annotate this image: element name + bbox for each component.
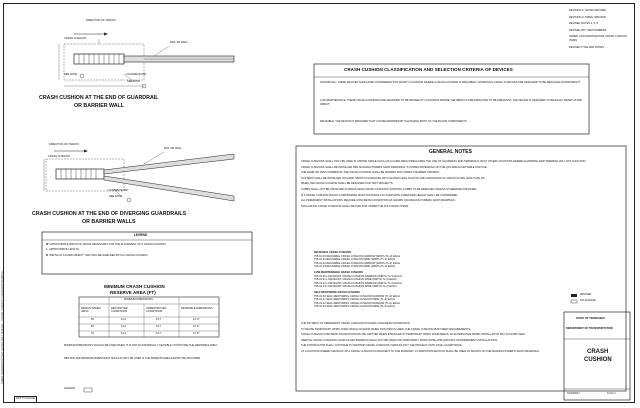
pay-item: 705-01.30 LOW-MAINT. CRASH CUSHION NARROW (WIDTH TL-3) EACH <box>314 274 402 278</box>
tail-note: CRASH CUSHION CONCRETE FOUNDATION MAY BE OMITTED WHEN INSTALLED AT TEMPORARY WORK ZONE AREAS. AN ALTERNATIVE PAVED INSTALLATION MAY ALSO BE USED. <box>301 333 526 337</box>
classification-title: CRASH CUSHION CLASSIFICATION AND SELECTION CRITERIA OF DEVICES <box>344 67 513 72</box>
reserve-cell: 8 17 <box>156 325 162 328</box>
pay-item: 705-01.20 REUSABLE CRASH CUSHION NARROW (WIDTH TL-3) EACH <box>314 254 401 258</box>
detail1-see-note-1: SEE NOTE <box>64 73 78 76</box>
revision-note: REVISION 2: TABLE UPDATED <box>569 15 606 19</box>
pay-item: 705-01.32 LOW-MAINT. CRASH CUSHION NARROW (WIDTH TL-2) EACH <box>314 281 402 285</box>
detail2-title-line1: CRASH CUSHION AT THE END OF DIVERGING GUARDRAILS <box>32 211 187 217</box>
general-notes-title: GENERAL NOTES <box>429 149 472 155</box>
reserve-cell: 8 17 <box>156 318 162 321</box>
revision-note: REVISED PAY ITEM NUMBERS <box>569 28 607 32</box>
pay-group-heading: SELF-RESTORING CRASH CUSHION <box>314 290 360 294</box>
pay-item: 705-01.43 SELF-RESTORING CRASH CUSHION WIDE (TL-2) EACH <box>314 305 395 309</box>
general-note: SYSTEMS SHALL BE INSTALLED ON HARD, SMOOTH SURFACES WITH SLOPES LESS THAN 5% AND VARIATIONS OF CROSS SLOPE LESS THAN 2%. <box>301 176 486 180</box>
pay-item: 705-01.31 LOW-MAINT. CRASH CUSHION WIDE (WIDTH TL-3) EACH <box>314 278 397 282</box>
pay-item: 705-01.40 SELF-RESTORING CRASH CUSHION NARROW (TL-3) EACH <box>314 294 400 298</box>
pay-group-heading: LOW-MAINTENANCE CRASH CUSHION <box>314 270 363 274</box>
title-block-state: STATE OF TENNESSEE <box>576 317 605 320</box>
classification-sacrificial: SACRIFICIAL: THESE DEVICES SHOULD BE CONSIDERED FOR SHORT LOCATIONS WHERE A CRASH CUSHION IS REQUIRED. SACRIFICIAL CRASH CUSHIONS ARE DESIGNED TO BE REPLACED AFTER IMPACT. <box>320 81 581 84</box>
detail1-title-line2: OR BARRIER WALL <box>74 103 125 109</box>
detail1-see-note-2: SEE NOTE <box>127 80 141 83</box>
reserve-cell: 12 17 <box>193 318 200 321</box>
tail-notes <box>301 322 559 354</box>
detail2-rail-label: RAIL OR WALL <box>164 147 182 150</box>
pay-item: 705-01.42 SELF-RESTORING CRASH CUSHION NARROW (TL-2) EACH <box>314 301 400 305</box>
legend-item: L APPROXIMATE LENGTH. <box>46 248 80 252</box>
tail-note: TO REUSE TEMPORARY WORK ZONE CRASH CUSHION WHEN THIS ITEM IS USED, THE CRASH CUSHION MUST MEET REQUIREMENTS. <box>301 327 471 331</box>
general-notes-list <box>301 160 621 208</box>
detail1-title-line1: CRASH CUSHION AT THE END OF GUARDRAIL <box>39 95 159 101</box>
reserve-legend-label: LEGEND: <box>64 387 76 390</box>
reserve-title-line1: MINIMUM CRASH CUSHION <box>104 284 165 289</box>
detail2-direction-label: DIRECTION OF TRAFFIC <box>49 143 80 146</box>
general-note: CRASH CUSHIONS SHALL BE INSTALLED PER MANUFACTURERS SHOP DRAWINGS. SYSTEMS APPEARING ON THE QPL ARE ACCEPTABLE FOR USE. <box>301 165 488 169</box>
drawing-sheet <box>3 3 635 403</box>
legend-item: W APPROXIMATE WIDTH OF SPACE NECESSARY FOR THE PLACEMENT OF A CRASH CUSHION. <box>46 243 167 246</box>
sheet-number: S-CC-1 <box>607 392 616 395</box>
general-note: ALL PERMANENT INSTALLATIONS REQUIRE CONCRETE FOUNDATION AS SHOWN ON MANUFACTURERS SHOP DRAWINGS. <box>301 199 456 203</box>
pay-item: 705-01.33 LOW-MAINT. CRASH CUSHION WIDE (WIDTH TL-2) EACH <box>314 285 397 289</box>
reserve-note-1: MINIMUM DIMENSIONS SHOULD BE USED WHEN IT IS NOT ECONOMICALLY FEASIBLE TO PROVIDE THE DESIRABLE AREA. <box>64 344 218 347</box>
legend-item: N WIDTH OF A FIXED OBJECT THAT WILL BE SHIELDED WITH A CRASH CUSHION. <box>46 253 149 257</box>
tail-note: INERTIAL CRASH CUSHIONS (SAND FILLED BARRELS) SHALL NOT BE USED FOR TEMPORARY WORK ZONE APPLICATIONS OR PERMANENT INSTALLATIONS. <box>301 338 498 342</box>
revision-note: REVISED TITLE AND NOTES <box>569 45 604 49</box>
reserve-cell: 12 17 <box>193 325 200 328</box>
detail1-cushion-label: CRASH CUSHION <box>64 37 86 40</box>
pay-items <box>314 251 534 309</box>
reserve-col-unrestricted: UNRESTRICTED CONDITIONS <box>146 307 167 313</box>
reserve-cell: 60 <box>91 325 94 328</box>
classification-low-maintenance: LOW-MAINTENANCE: THESE CRASH CUSHIONS ARE DESIGNED TO BE REUSED AT LOCATIONS WHERE THE IMPACTS ARE EXPECTED TO BE FREQUENT. THE DEVICE IS DESIGNED TO BE EASILY RESET AFTER IMPACT. <box>320 99 582 106</box>
reserve-note-2: RESTRICTED MINIMUM DIMENSIONS SHOULD ONLY BE USED IF THE MINIMUM AREA CANNOT BE PROVIDED. <box>64 357 201 360</box>
reserve-cell: 6 11 <box>121 325 126 328</box>
reserve-cell: 12 17 <box>193 332 200 335</box>
revision-legend-no-change: NO CHANGE <box>580 299 596 302</box>
reserve-cell: 6 11 <box>121 332 126 335</box>
revision-note: REVISED NOTES 1, 5, 8 <box>569 22 598 26</box>
not-to-scale: NOT TO SCALE <box>14 396 37 403</box>
reserve-col-speed: DESIGN SPEED (MPH) <box>81 307 101 313</box>
drawing-title-line2: CUSHION <box>584 357 612 363</box>
left-margin-text: SHEET REFERENCE TEXT ALONG LEFT MARGIN – CRASH CUSHION STANDARD DRAWING <box>1 271 4 384</box>
detail1-direction-label: DIRECTION OF TRAFFIC <box>86 19 117 22</box>
pay-item: 705-01.41 SELF-RESTORING CRASH CUSHION WIDE (TL-3) EACH <box>314 298 395 302</box>
reserve-group-header: MINIMUM DIMENSIONS <box>124 298 153 301</box>
pay-group-heading: REUSABLE CRASH CUSHION <box>314 251 351 254</box>
detail2-title-line2: OR BARRIER WALLS <box>82 219 136 225</box>
general-note: CURBS SHALL NOT BE INSTALLED IN AREAS NEAR CRASH CUSHIONS. EXISTING CURBS TO BE REMOVED UNLESS OTHERWISE SPECIFIED. <box>301 187 477 191</box>
detail2-see-note: SEE NOTE <box>109 195 123 198</box>
tail-note: THE PAYMENT OF PERMANENT CRASH CUSHION INCLUDES CONCRETE FOUNDATION. <box>301 322 411 325</box>
revision-legend-revised: REVISED <box>580 293 592 296</box>
drawing-title-line1: CRASH <box>587 349 609 355</box>
general-note: THE NAME OR VENT NUMBER OF THE CRASH CUSHION SHALL BE MARKED WITH OBJECT MARKER STRIPING. <box>301 171 440 175</box>
pay-item: 705-01.23 REUSABLE CRASH CUSHION WIDE (WIDTH TL-2) EACH <box>314 265 396 269</box>
general-note: NON-GATING CRASH CUSHIONS SHALL BE PAID FOR UNDER THE FOLLOWING ITEMS: <box>301 204 409 208</box>
reserve-col-desirable: DESIRABLE DIMENSIONS <box>181 307 213 310</box>
tail-note: AT LOCATIONS WHERE THE BACK OF A CRASH CUSHION IS ADJACENT TO THE ROADWAY, A TRANSITION SECTION SHALL BE USED AS SHOWN ON THE MANUFACTURER'S SHOP DRAWINGS. <box>301 349 540 353</box>
pay-item: 705-01.21 REUSABLE CRASH CUSHION WIDE (WIDTH TL-3) EACH <box>314 258 396 262</box>
reserve-cell: 70 <box>91 332 94 335</box>
revision-note: ADDED LOW-MAINTENANCE CRASH CUSHION ITEMS <box>569 35 627 42</box>
general-note: CRASH CUSHIONS SHALL ONLY BE USED IN LIMITED SPACE (SUCH AS A GORE AREA) PRECLUDES THE USE OF GUARDRAIL END TERMINALS OR AT OTHER LOCATIONS WHERE GUARDRAIL END TERMINAL WILL NOT FUNCTION. <box>301 160 587 163</box>
classification-reusable: REUSABLE: THE DEVICE IS DESIGNED THAT CAN BE REPAIRED BY SALVAGING MOST OF THE MAJOR COMPONENTS. <box>320 120 468 123</box>
tail-note: THE CONTRACTOR SHALL CONTINUE TO MAINTAIN CRASH CUSHIONS THROUGHOUT THE PROJECT UNTIL FINAL ACCEPTANCE. <box>301 344 463 348</box>
detail1-pad-label: CONCRETE PAD <box>126 73 147 76</box>
detail2-cushion-label: CRASH CUSHION <box>48 155 70 158</box>
detail1-rail-label: RAIL OR WALL <box>170 41 188 44</box>
revision-notes <box>569 9 631 49</box>
title-block-date: 01/10/2017 <box>567 392 580 395</box>
general-note: WHEN THE CRASH CUSHION SHALL BE DESIGNED FOR TEST PROJECTS. <box>301 182 394 186</box>
legend-title: LEGEND <box>134 233 148 237</box>
general-note: IF A CRASH CUSHION WOULD COMPROMISE SIGHT DISTANCE A SYSTEM WITH A REDUCED HEIGHT SHALL BE CONSIDERED. <box>301 193 459 197</box>
reserve-cell: 8 17 <box>156 332 162 335</box>
detail2-pad-label: CONCRETE PAD <box>108 189 129 192</box>
reserve-cell: 50 <box>91 318 94 321</box>
reserve-cell: 6 11 <box>121 318 126 321</box>
revision-note: REVISION 1: NOTES REVISED <box>569 9 607 12</box>
reserve-title-line2: RESERVE AREA (FT) <box>110 290 156 295</box>
reserve-col-restricted: RESTRICTED CONDITIONS <box>111 307 128 313</box>
legend-items <box>46 243 246 257</box>
title-block-dept: DEPARTMENT OF TRANSPORTATION <box>566 327 613 330</box>
pay-item: 705-01.22 REUSABLE CRASH CUSHION NARROW (WIDTH TL-2) EACH <box>314 261 401 265</box>
